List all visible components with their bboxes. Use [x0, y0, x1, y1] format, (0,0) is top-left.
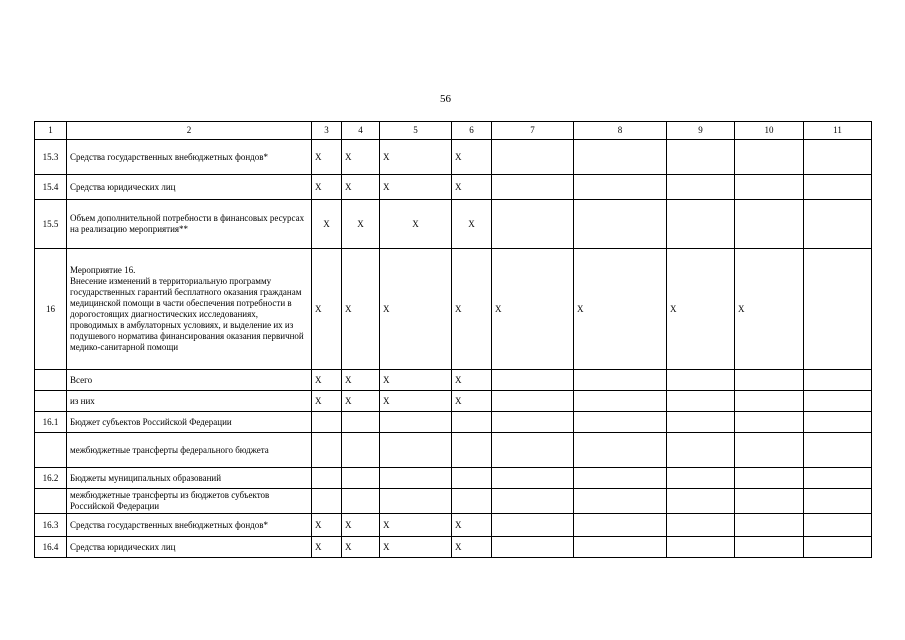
mark-cell — [667, 370, 735, 391]
mark-cell — [735, 391, 804, 412]
header-cell: 10 — [735, 122, 804, 140]
mark-cell — [452, 433, 492, 468]
header-cell: 2 — [67, 122, 312, 140]
mark-cell — [735, 370, 804, 391]
row-label: Средства юридических лиц — [67, 175, 312, 200]
mark-cell — [804, 468, 872, 489]
mark-cell — [574, 433, 667, 468]
mark-cell: X — [380, 537, 452, 558]
mark-cell: X — [380, 175, 452, 200]
mark-cell: X — [312, 391, 342, 412]
mark-cell — [342, 433, 380, 468]
row-number: 15.3 — [35, 140, 67, 175]
mark-cell — [380, 489, 452, 514]
header-cell: 8 — [574, 122, 667, 140]
mark-cell — [574, 140, 667, 175]
mark-cell: X — [492, 249, 574, 370]
header-cell: 11 — [804, 122, 872, 140]
mark-cell — [574, 514, 667, 537]
mark-cell: X — [735, 249, 804, 370]
mark-cell: X — [380, 200, 452, 249]
row-number: 16 — [35, 249, 67, 370]
mark-cell — [492, 140, 574, 175]
table-row — [35, 514, 872, 537]
mark-cell: X — [380, 370, 452, 391]
table-row — [35, 391, 872, 412]
row-number — [35, 370, 67, 391]
mark-cell: X — [312, 200, 342, 249]
mark-cell: X — [452, 200, 492, 249]
row-number: 15.4 — [35, 175, 67, 200]
mark-cell — [804, 514, 872, 537]
mark-cell — [492, 468, 574, 489]
mark-cell — [492, 433, 574, 468]
mark-cell — [667, 391, 735, 412]
header-cell: 4 — [342, 122, 380, 140]
mark-cell — [735, 175, 804, 200]
mark-cell — [342, 489, 380, 514]
mark-cell: X — [342, 537, 380, 558]
mark-cell — [380, 468, 452, 489]
mark-cell: X — [342, 391, 380, 412]
mark-cell — [804, 200, 872, 249]
mark-cell — [667, 468, 735, 489]
header-cell: 3 — [312, 122, 342, 140]
row-number: 16.1 — [35, 412, 67, 433]
table-row — [35, 175, 872, 200]
mark-cell — [804, 537, 872, 558]
mark-cell — [667, 175, 735, 200]
header-cell: 5 — [380, 122, 452, 140]
mark-cell — [804, 489, 872, 514]
mark-cell: X — [452, 537, 492, 558]
mark-cell — [667, 412, 735, 433]
mark-cell — [492, 412, 574, 433]
mark-cell: X — [312, 370, 342, 391]
mark-cell — [804, 412, 872, 433]
mark-cell: X — [342, 140, 380, 175]
mark-cell: X — [452, 370, 492, 391]
mark-cell — [574, 468, 667, 489]
mark-cell: X — [452, 175, 492, 200]
header-cell: 7 — [492, 122, 574, 140]
row-number: 15.5 — [35, 200, 67, 249]
mark-cell — [312, 412, 342, 433]
row-label: Средства юридических лиц — [67, 537, 312, 558]
mark-cell: X — [452, 249, 492, 370]
mark-cell — [492, 175, 574, 200]
mark-cell — [735, 468, 804, 489]
mark-cell — [574, 200, 667, 249]
row-label: Средства государственных внебюджетных фондов* — [67, 140, 312, 175]
mark-cell — [804, 370, 872, 391]
mark-cell — [380, 412, 452, 433]
mark-cell — [312, 489, 342, 514]
mark-cell — [492, 370, 574, 391]
mark-cell — [804, 249, 872, 370]
mark-cell — [452, 468, 492, 489]
mark-cell — [574, 489, 667, 514]
mark-cell — [667, 537, 735, 558]
table-row — [35, 468, 872, 489]
mark-cell — [574, 175, 667, 200]
mark-cell — [804, 433, 872, 468]
mark-cell: X — [342, 370, 380, 391]
mark-cell: X — [312, 175, 342, 200]
header-cell: 9 — [667, 122, 735, 140]
mark-cell — [492, 489, 574, 514]
mark-cell — [312, 468, 342, 489]
table-row — [35, 140, 872, 175]
row-number: 16.4 — [35, 537, 67, 558]
row-number — [35, 489, 67, 514]
budget-table — [34, 121, 872, 558]
row-number: 16.2 — [35, 468, 67, 489]
row-label: Мероприятие 16. Внесение изменений в территориальную программу государственных гарантий бесплатного оказания гражданам медицинской помощи в части обеспечения потребности в дорогостоящих диагностических исследованиях, проводимых в амбулаторных условиях, и выделение их из подушевого норматива финансирования оказания первичной медико-санитарной помощи — [67, 249, 312, 370]
row-label: из них — [67, 391, 312, 412]
mark-cell — [574, 370, 667, 391]
mark-cell: X — [667, 249, 735, 370]
mark-cell: X — [312, 140, 342, 175]
mark-cell — [342, 468, 380, 489]
mark-cell: X — [312, 537, 342, 558]
mark-cell — [342, 412, 380, 433]
row-number — [35, 433, 67, 468]
mark-cell: X — [312, 249, 342, 370]
mark-cell — [735, 514, 804, 537]
table-row — [35, 489, 872, 514]
mark-cell — [574, 537, 667, 558]
table-row — [35, 370, 872, 391]
table-row — [35, 412, 872, 433]
mark-cell — [735, 433, 804, 468]
mark-cell: X — [574, 249, 667, 370]
mark-cell — [667, 200, 735, 249]
header-row — [35, 122, 872, 140]
mark-cell — [735, 412, 804, 433]
mark-cell — [492, 514, 574, 537]
mark-cell — [804, 140, 872, 175]
mark-cell: X — [312, 514, 342, 537]
mark-cell — [574, 412, 667, 433]
mark-cell: X — [452, 140, 492, 175]
row-label: Всего — [67, 370, 312, 391]
mark-cell — [804, 391, 872, 412]
mark-cell — [492, 537, 574, 558]
mark-cell — [804, 175, 872, 200]
table-row — [35, 537, 872, 558]
mark-cell — [492, 391, 574, 412]
mark-cell — [667, 433, 735, 468]
mark-cell — [574, 391, 667, 412]
mark-cell — [492, 200, 574, 249]
table-row — [35, 200, 872, 249]
header-cell: 1 — [35, 122, 67, 140]
mark-cell: X — [380, 391, 452, 412]
mark-cell — [380, 433, 452, 468]
mark-cell — [667, 514, 735, 537]
row-label: межбюджетные трансферты из бюджетов субъектов Российской Федерации — [67, 489, 312, 514]
mark-cell: X — [342, 249, 380, 370]
row-number: 16.3 — [35, 514, 67, 537]
table-row — [35, 433, 872, 468]
mark-cell: X — [452, 514, 492, 537]
mark-cell — [667, 489, 735, 514]
table-row — [35, 249, 872, 370]
row-label: Бюджеты муниципальных образований — [67, 468, 312, 489]
mark-cell: X — [380, 249, 452, 370]
mark-cell — [452, 489, 492, 514]
mark-cell — [735, 200, 804, 249]
row-label: Объем дополнительной потребности в финансовых ресурсах на реализацию мероприятия** — [67, 200, 312, 249]
mark-cell — [667, 140, 735, 175]
mark-cell — [735, 489, 804, 514]
header-cell: 6 — [452, 122, 492, 140]
mark-cell — [735, 140, 804, 175]
page-number: 56 — [440, 93, 451, 105]
mark-cell: X — [380, 140, 452, 175]
mark-cell: X — [342, 175, 380, 200]
row-label: межбюджетные трансферты федерального бюджета — [67, 433, 312, 468]
row-number — [35, 391, 67, 412]
row-label: Бюджет субъектов Российской Федерации — [67, 412, 312, 433]
row-label: Средства государственных внебюджетных фондов* — [67, 514, 312, 537]
mark-cell — [312, 433, 342, 468]
mark-cell: X — [380, 514, 452, 537]
mark-cell: X — [452, 391, 492, 412]
mark-cell: X — [342, 200, 380, 249]
mark-cell — [735, 537, 804, 558]
mark-cell: X — [342, 514, 380, 537]
mark-cell — [452, 412, 492, 433]
